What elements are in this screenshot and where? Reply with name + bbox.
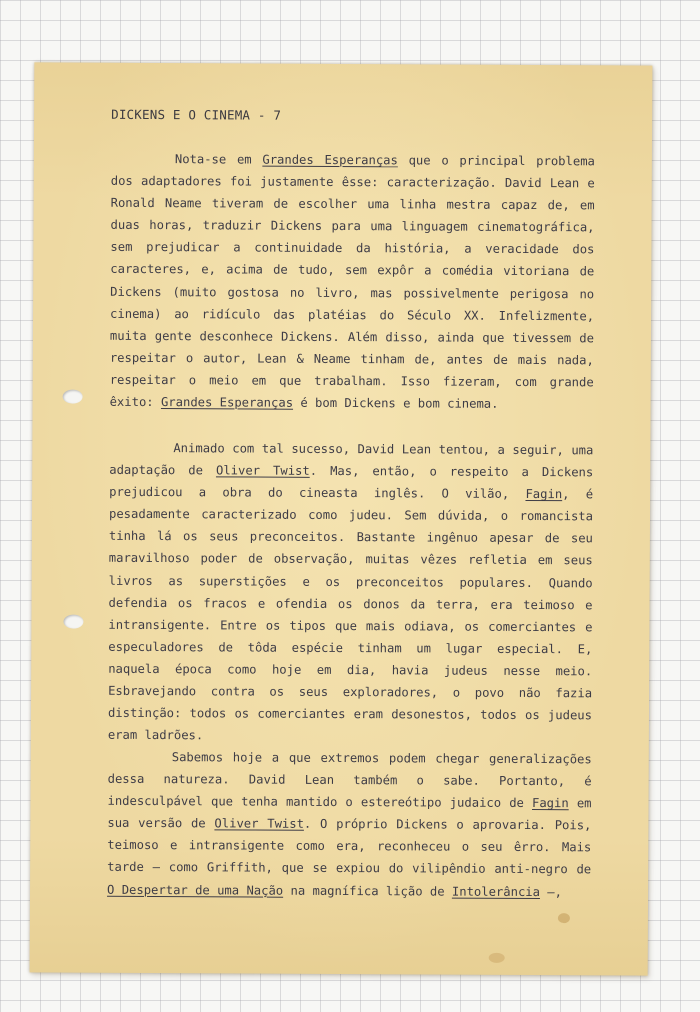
underlined-title: Grandes Esperanças: [262, 152, 398, 168]
paragraph-text: Nota-se em: [174, 152, 263, 167]
paragraph-text: na magnífica lição de: [283, 883, 452, 899]
paragraph-text: , é pesadamente caracterizado como judeu. Sem dúvida, o romancista tinha lá os seus preconceitos. Bastante ingênuo apesar de seu maravilhoso poder de observação, muitas vêzes refletia em seus livros as superstições e os preconceitos populares. Quando defendia os fracos e ofendia os donos da terra, era teimoso e intransigente. Entre os tipos que mais odiava, os comerciantes e especuladores de tôda espécie tinham um lugar especial. E, naquela época como hoje em dia, havia judeus nesse meio. Esbravejando contra os seus exploradores, o povo não fazia distinção: todos os comerciantes eram desonestos, todos os judeus eram ladrões.: [107, 487, 594, 743]
paragraph: [110, 148, 595, 416]
underlined-title: O Despertar de uma Nação: [107, 882, 284, 898]
paper-stain: [558, 913, 570, 923]
paragraph-text: Animado com tal sucesso, David Lean tentou, a seguir, uma adaptação de: [109, 441, 594, 478]
punch-hole: [63, 615, 83, 629]
underlined-title: Oliver Twist: [214, 816, 304, 832]
punch-hole: [63, 390, 83, 404]
paragraph-text: em sua versão de: [107, 796, 592, 831]
underlined-title: Fagin: [525, 487, 563, 502]
paragraph-text: . Mas, então, o respeito a Dickens prejudicou a obra do cineasta inglês. O vilão,: [109, 463, 594, 502]
underlined-title: Fagin: [531, 796, 569, 811]
paragraph-text: —,: [539, 884, 563, 899]
paragraph: [108, 437, 594, 749]
underlined-title: Oliver Twist: [215, 463, 310, 478]
paragraph-text: Sabemos hoje a que extremos podem chegar generalizações dessa natureza. David Lean também o sabe. Portanto, é indesculpável que tenha mantido o estereótipo judaico de: [107, 750, 592, 811]
paragraph-text: . O próprio Dickens o aprovaria. Pois, teimoso e intransigente como era, reconheceu o seu êrro. Mais tarde — como Griffith, que se expiou do vilipêndio anti-negro de: [107, 817, 592, 877]
typewritten-page: [30, 62, 653, 975]
paragraph-text: que o principal problema dos adaptadores foi justamente êsse: caracterização. David Lean e Ronald Neame tiveram de escolher uma linha mestra capaz de, em duas horas, traduzir Dickens para uma linguagem cinematográfica, sem prejudicar a continuidade da história, a veracidade dos caracteres, e, acima de tudo, sem expôr a comédia vitoriana de Dickens (muito gostosa no livro, mas possivelmente perigosa no cinema) ao ridículo das platéias do Século XX. Infelizmente, muita gente desconhece Dickens. Além disso, ainda que tivessem de respeitar o autor, Lean & Neame tinham de, antes de mais nada, respeitar o meio em que trabalham. Isso fizeram, com grande êxito:: [109, 153, 595, 410]
underlined-title: Grandes Esperanças: [160, 395, 294, 410]
paragraph-text: é bom Dickens e bom cinema.: [293, 395, 499, 411]
paragraph: [107, 746, 592, 903]
page-header: DICKENS E O CINEMA - 7: [111, 106, 282, 123]
paper-stain: [489, 953, 505, 963]
underlined-title: Intolerância: [451, 884, 541, 899]
